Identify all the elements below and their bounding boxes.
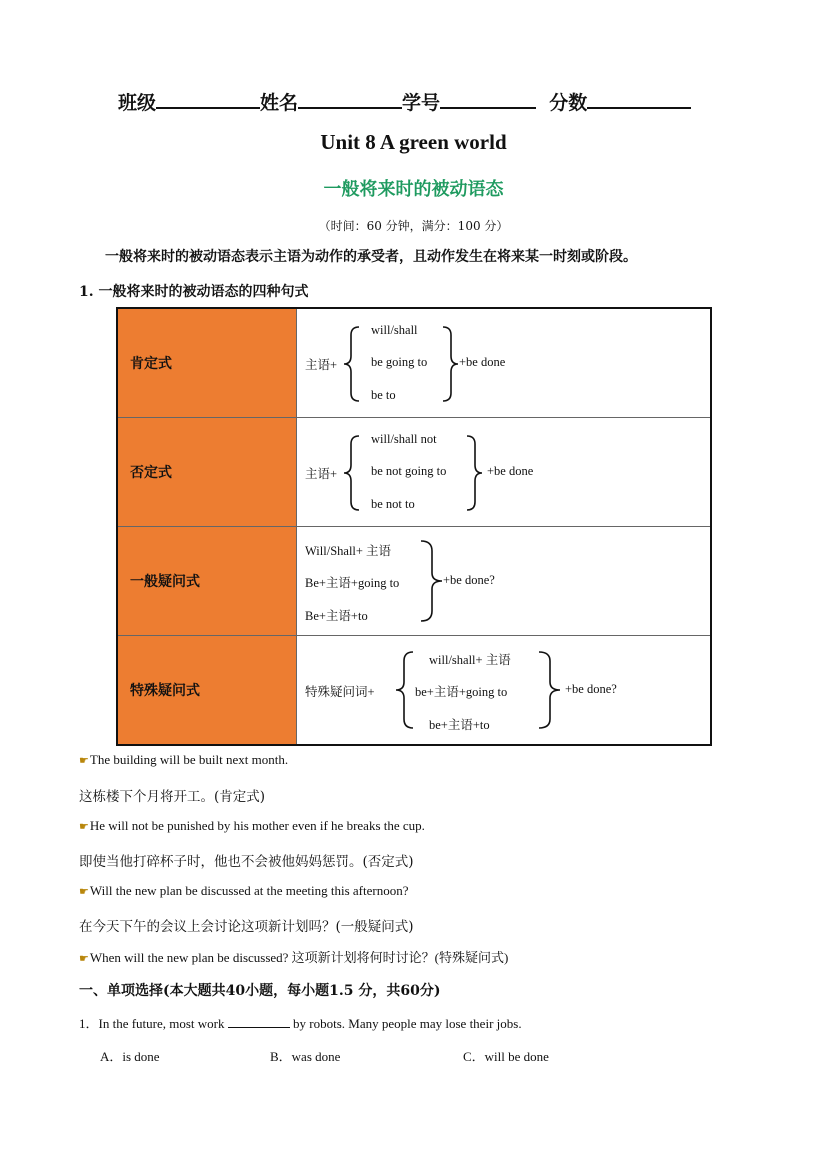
formula-suffix: +be done <box>487 464 534 478</box>
formula-line: be+主语+to <box>429 718 490 732</box>
left-brace-icon <box>341 325 361 403</box>
pointing-hand-icon: ☛ <box>79 821 89 833</box>
option-b[interactable]: B．was done <box>270 1049 341 1064</box>
formula-prefix: 特殊疑问词+ <box>305 685 375 699</box>
section1-title: 1. 一般将来时的被动语态的四种句式 <box>79 284 309 300</box>
example-en: ☛The building will be built next month. <box>79 752 289 767</box>
question-text-after: by robots. Many people may lose their jobs. <box>293 1016 522 1031</box>
example-zh: 即使当他打碎杯子时，他也不会被他妈妈惩罚。(否定式) <box>79 854 414 870</box>
table-row <box>117 308 711 418</box>
table-row <box>117 527 711 636</box>
row-content <box>297 308 712 418</box>
formula-line: will/shall+ 主语 <box>429 653 511 667</box>
formula-suffix: +be done <box>459 355 506 369</box>
question-1 <box>79 1013 522 1032</box>
class-blank[interactable] <box>156 89 260 109</box>
formula-line: Be+主语+going to <box>305 576 400 590</box>
option-a[interactable]: A．is done <box>100 1049 160 1064</box>
option-c[interactable]: C．will be done <box>463 1049 549 1064</box>
answer-blank[interactable] <box>228 1015 290 1028</box>
example-en: ☛Will the new plan be discussed at the meeting this afternoon? <box>79 883 409 898</box>
score-blank[interactable] <box>587 89 691 109</box>
pointing-hand-icon: ☛ <box>79 953 89 965</box>
row-label: 特殊疑问式 <box>117 636 297 746</box>
right-brace-icon <box>419 539 445 623</box>
formula-prefix: 主语+ <box>305 467 338 481</box>
right-brace-icon <box>465 434 485 512</box>
formula-line: be not going to <box>371 464 447 478</box>
number-blank[interactable] <box>440 89 536 109</box>
section2-title: 一、单项选择(本大题共40小题，每小题1.5 分，共60分) <box>79 983 441 999</box>
left-brace-icon <box>341 434 361 512</box>
formula-suffix: +be done? <box>443 573 495 587</box>
row-label: 一般疑问式 <box>117 527 297 636</box>
right-brace-icon <box>537 650 563 730</box>
left-brace-icon <box>393 650 415 730</box>
formula-line: be not to <box>371 497 415 511</box>
formula-suffix: +be done? <box>565 682 617 696</box>
class-label: 班级 <box>118 92 157 114</box>
example-zh: 这栋楼下个月将开工。(肯定式) <box>79 789 266 805</box>
header-fields <box>118 88 691 115</box>
score-label: 分数 <box>549 92 588 114</box>
grammar-table <box>116 307 712 746</box>
name-label: 姓名 <box>260 92 299 114</box>
example-en: ☛He will not be punished by his mother even if he breaks the cup. <box>79 818 425 833</box>
right-brace-icon <box>441 325 461 403</box>
time-note: （时间：60 分钟，满分：100 分） <box>318 219 509 233</box>
question-text-before: 1．In the future, most work <box>79 1016 225 1031</box>
pointing-hand-icon: ☛ <box>79 755 89 767</box>
example-zh: 在今天下午的会议上会讨论这项新计划吗？(一般疑问式) <box>79 919 414 935</box>
formula-line: be going to <box>371 355 428 369</box>
row-content <box>297 636 712 746</box>
formula-prefix: 主语+ <box>305 358 338 372</box>
row-content <box>297 527 712 636</box>
table-row <box>117 636 711 746</box>
formula-line: will/shall <box>371 323 418 337</box>
example-en: ☛When will the new plan be discussed? 这项新计划将何时讨论？(特殊疑问式) <box>79 950 509 965</box>
formula-line: be+主语+going to <box>415 685 508 699</box>
formula-line: Will/Shall+ 主语 <box>305 544 392 558</box>
number-label: 学号 <box>402 92 441 114</box>
intro-text: 一般将来时的被动语态表示主语为动作的承受者，且动作发生在将来某一时刻或阶段。 <box>105 249 637 265</box>
row-label: 否定式 <box>117 418 297 527</box>
formula-line: will/shall not <box>371 432 437 446</box>
row-content <box>297 418 712 527</box>
pointing-hand-icon: ☛ <box>79 886 89 898</box>
page-title: Unit 8 A green world <box>320 130 507 154</box>
name-blank[interactable] <box>298 89 402 109</box>
table-row <box>117 418 711 527</box>
row-label: 肯定式 <box>117 308 297 418</box>
page-subtitle: 一般将来时的被动语态 <box>323 179 504 200</box>
formula-line: Be+主语+to <box>305 609 368 623</box>
formula-line: be to <box>371 388 396 402</box>
